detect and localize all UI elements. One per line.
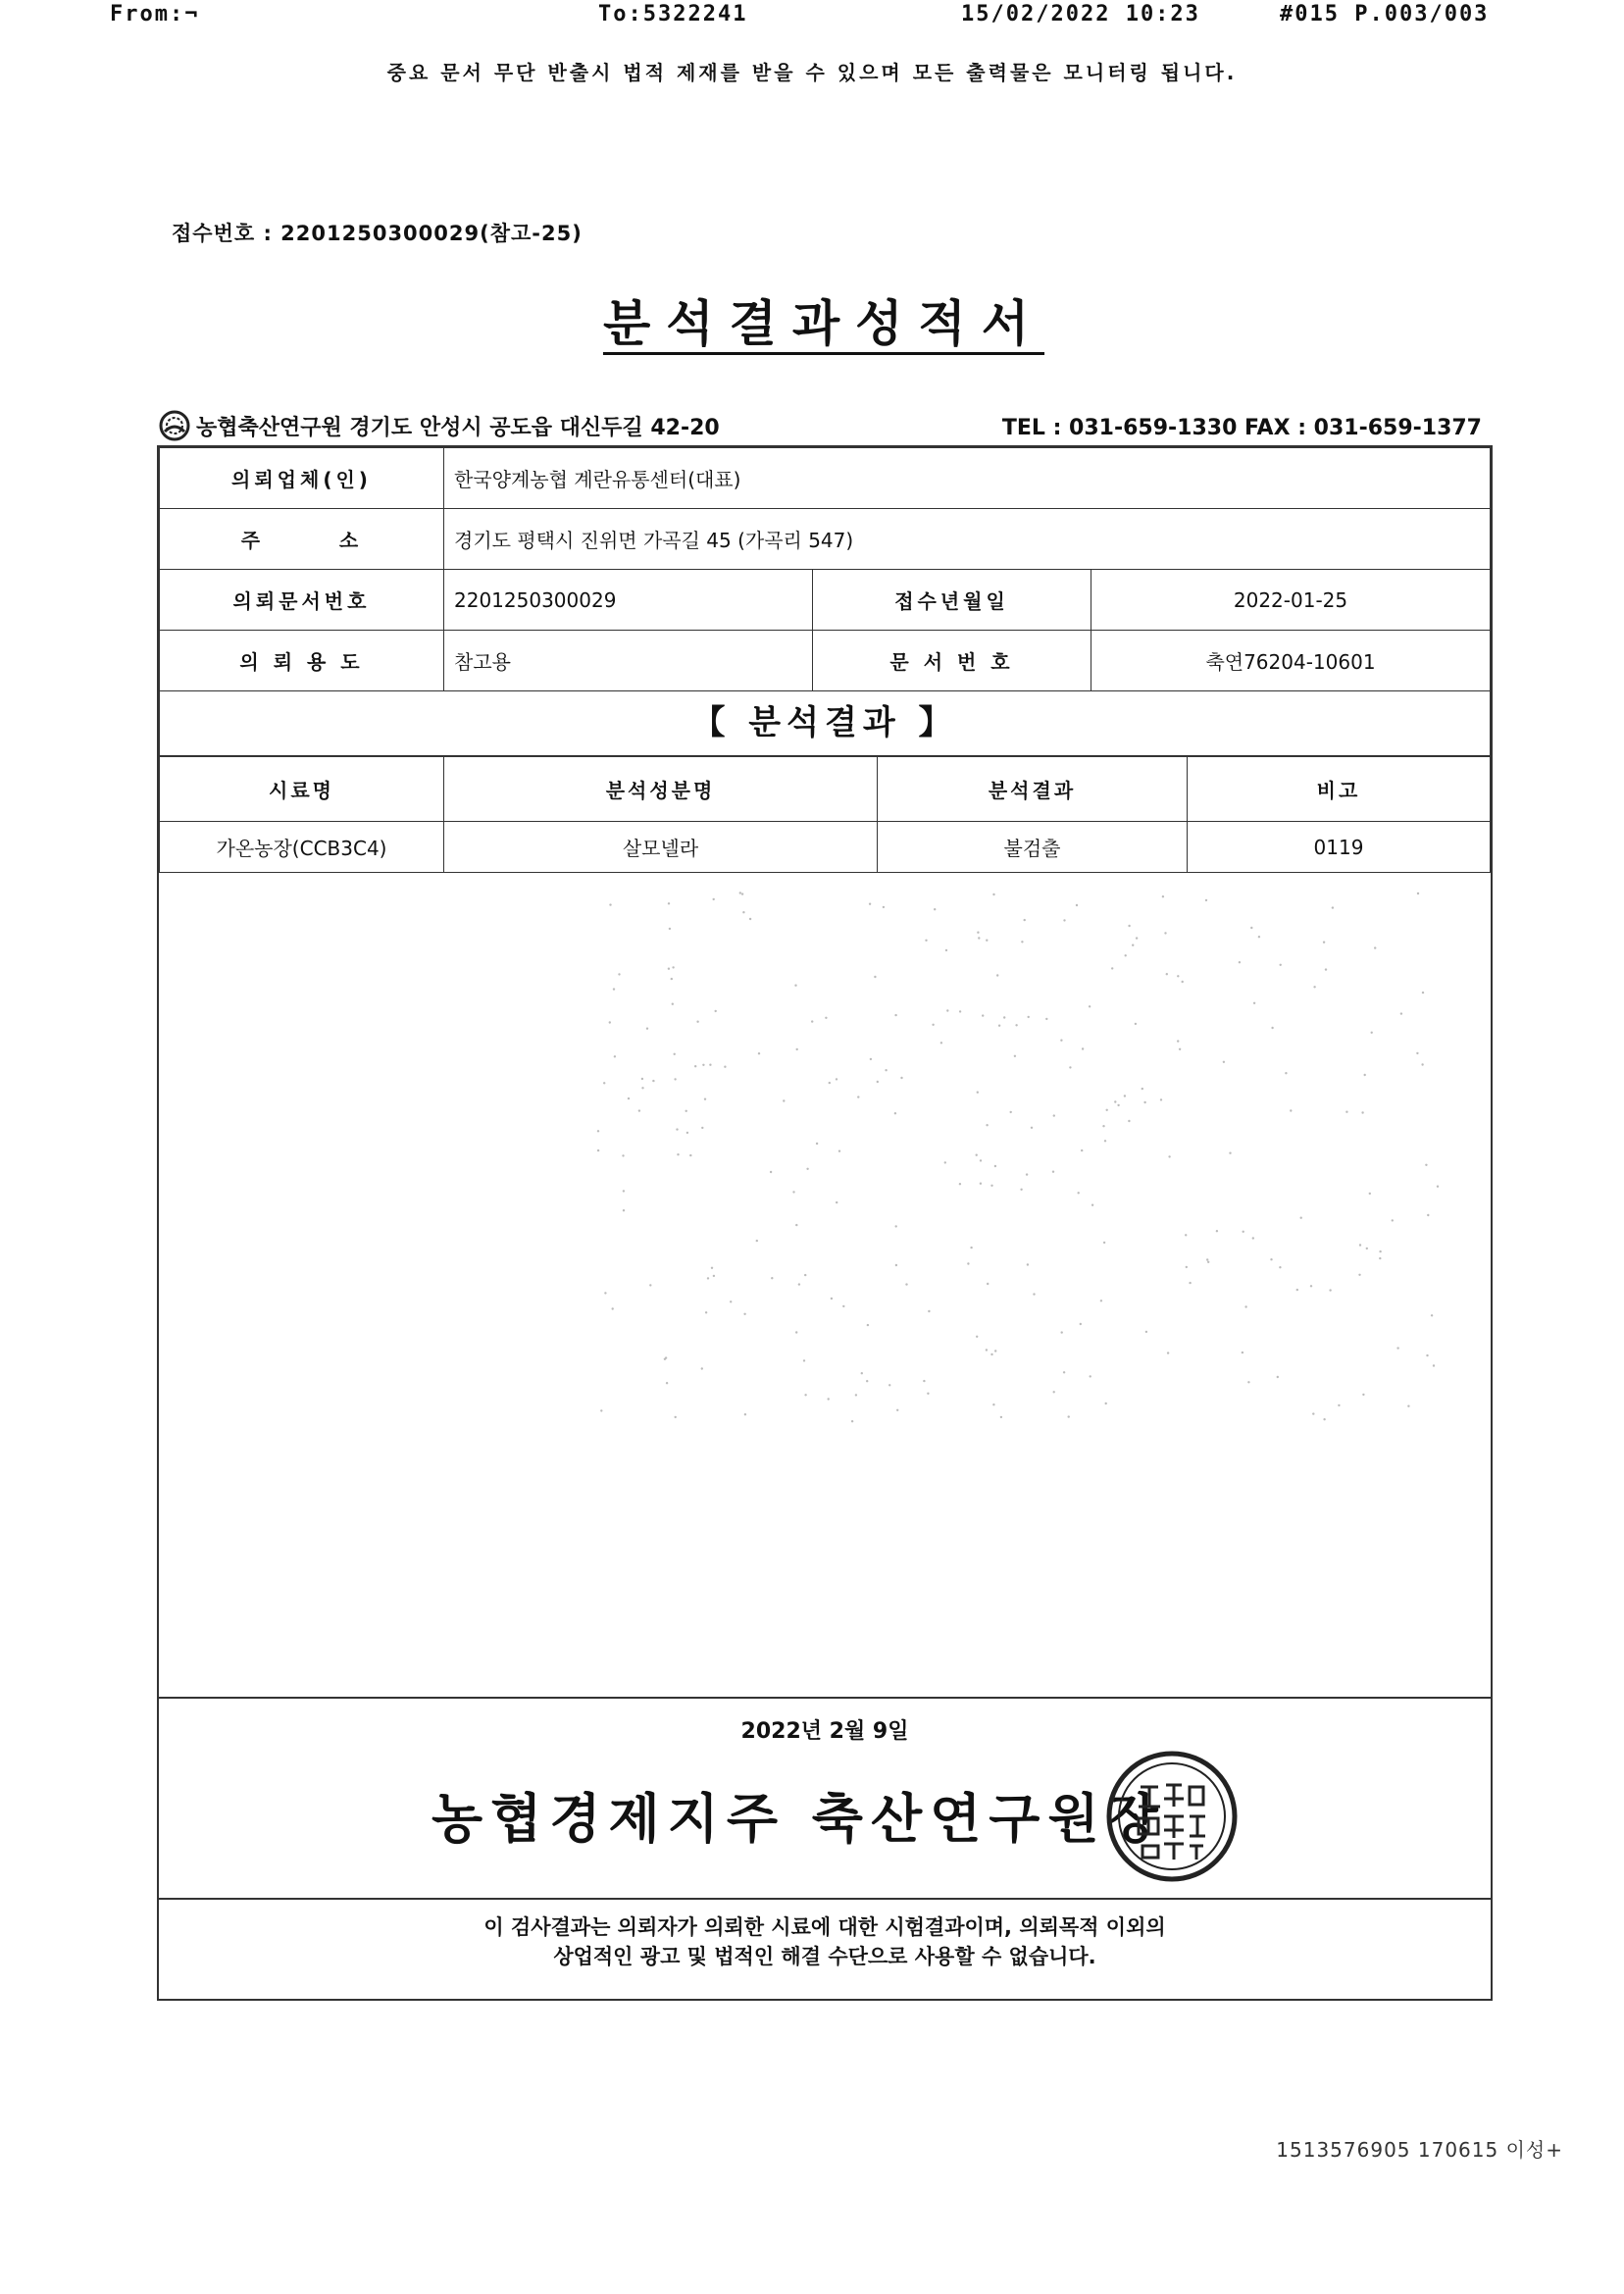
col-analyte: 분석성분명 <box>444 757 878 822</box>
usage-notice-line-2: 상업적인 광고 및 법적인 해결 수단으로 사용할 수 없습니다. <box>553 1945 1096 1968</box>
usage-notice <box>157 1912 1493 1971</box>
cell-sample-name: 가온농장(CCB3C4) <box>160 822 444 873</box>
issue-date: 2022년 2월 9일 <box>740 1719 909 1744</box>
receipt-date-value: 2022-01-25 <box>1091 570 1491 631</box>
client-label: 의뢰업체(인) <box>160 448 444 509</box>
cell-remarks: 0119 <box>1188 822 1491 873</box>
receipt-number: 접수번호 : 2201250300029(참고-25) <box>172 222 583 245</box>
fax-from: From:¬ <box>110 2 200 26</box>
institute-contact: TEL : 031-659-1330 FAX : 031-659-1377 <box>1001 416 1482 440</box>
notice-divider <box>157 1898 1493 1900</box>
signature-divider <box>157 1697 1493 1699</box>
purpose-value: 참고용 <box>444 631 813 691</box>
usage-notice-line-1: 이 검사결과는 의뢰자가 의뢰한 시료에 대한 시험결과이며, 의뢰목적 이외의 <box>483 1915 1166 1939</box>
results-header-row <box>160 757 1491 822</box>
address-label: 주 소 <box>160 509 444 570</box>
fax-datetime: 15/02/2022 10:23 <box>961 2 1200 26</box>
doc-no-label: 의뢰문서번호 <box>160 570 444 631</box>
col-sample-name: 시료명 <box>160 757 444 822</box>
official-seal-icon <box>1103 1748 1241 1885</box>
results-table <box>159 756 1491 873</box>
document-no-label: 문 서 번 호 <box>813 631 1091 691</box>
receipt-date-label: 접수년월일 <box>813 570 1091 631</box>
monitoring-warning: 중요 문서 무단 반출시 법적 제재를 받을 수 있으며 모든 출력물은 모니터링 됩니다. <box>386 61 1238 84</box>
doc-no-value: 2201250300029 <box>444 570 813 631</box>
watermark-dots <box>588 883 1471 1432</box>
col-result: 분석결과 <box>878 757 1188 822</box>
purpose-row <box>160 631 1491 691</box>
institute-line <box>159 410 720 441</box>
address-value: 경기도 평택시 진위면 가곡길 45 (가곡리 547) <box>444 509 1491 570</box>
col-remarks: 비고 <box>1188 757 1491 822</box>
client-value: 한국양계농협 계란유통센터(대표) <box>444 448 1491 509</box>
client-row <box>160 448 1491 509</box>
table-row <box>160 822 1491 873</box>
results-heading: 【 분석결과 】 <box>159 691 1491 756</box>
cell-analyte: 살모넬라 <box>444 822 878 873</box>
nh-logo-icon <box>159 410 190 441</box>
director-title: 농협경제지주 축산연구원장 <box>431 1788 1166 1850</box>
client-info-table <box>159 447 1491 691</box>
document-no-value: 축연76204-10601 <box>1091 631 1491 691</box>
purpose-label: 의 뢰 용 도 <box>160 631 444 691</box>
footer-code: 1513576905 170615 이성+ <box>1276 2138 1563 2162</box>
document-title: 분석결과성적서 <box>602 295 1045 352</box>
cell-result: 불검출 <box>878 822 1188 873</box>
institute-name-address: 농협축산연구원 경기도 안성시 공도읍 대신두길 42-20 <box>196 415 720 440</box>
fax-page: #015 P.003/003 <box>1280 2 1490 26</box>
address-row <box>160 509 1491 570</box>
doc-no-row <box>160 570 1491 631</box>
fax-to: To:5322241 <box>598 2 748 26</box>
